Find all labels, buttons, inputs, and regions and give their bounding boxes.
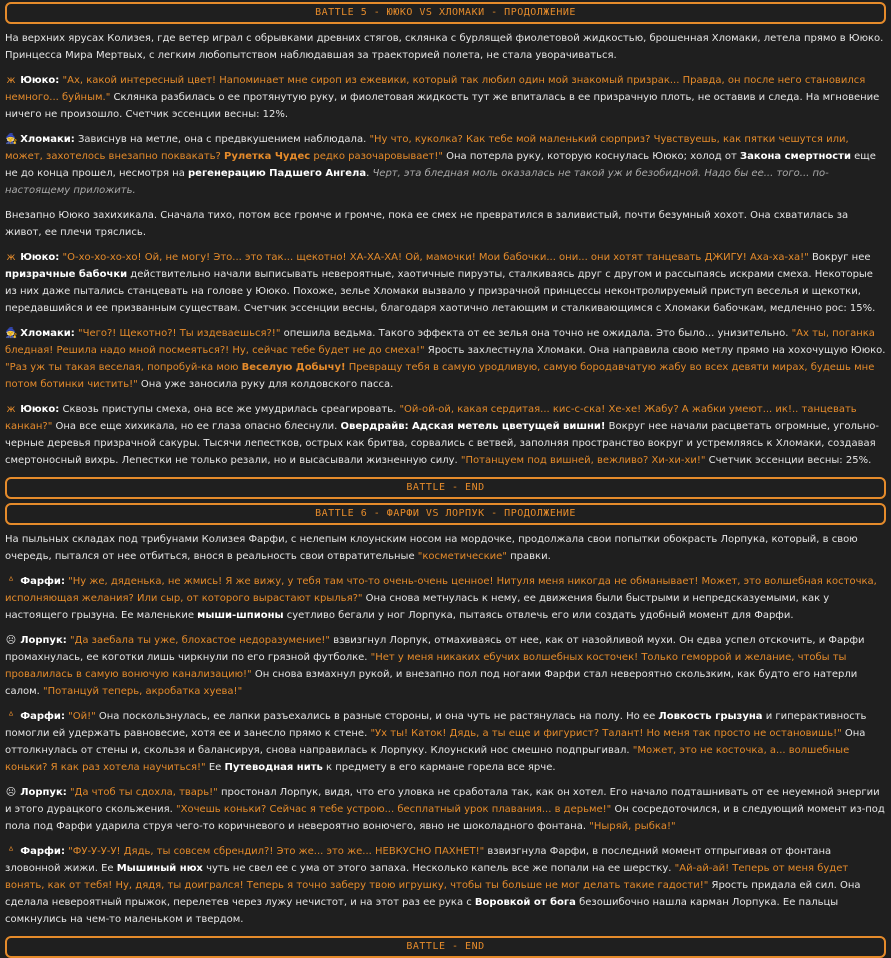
butterfly-icon: ж <box>6 75 16 86</box>
witch-icon: 🧙 <box>5 328 18 339</box>
battle-6-paragraph-2 <box>5 573 886 624</box>
dialogue-quote: "Ну что, куколка? Как тебе мой маленький сюрприз? Чувствуешь, как пятки чешутся или, может, захотелось внезапно поквакать? <box>5 134 849 162</box>
inner-thought: Черт, эта бледная моль оказалась не такой уж и безобидной. Надо бы ее... того... по-настоящему приложить. <box>5 168 829 196</box>
dialogue-quote: "Ух ты! Каток! Дядь, а ты еще и фигурист? Талант! Но меня так просто не остановишь!" <box>370 728 842 739</box>
dialogue-quote: "Хочешь коньки? Сейчас я тебе устрою... бесплатный урок плавания... в дерьме!" <box>176 804 612 815</box>
narration: опешила ведьма. Такого эффекта от ее зелья она точно не ожидала. Это было... унизительно. <box>280 328 792 339</box>
butterfly-icon: ж <box>6 252 16 263</box>
speaker-name: Фарфи: <box>20 846 65 857</box>
battle-6-end-banner: BATTLE - END <box>5 936 886 958</box>
narration: и гиперактивность помогли ей удержать равновесие, хотя ее и занесло прямо к стене. <box>5 711 867 739</box>
dialogue-quote: "Потанцуй теперь, акробатка хуева!" <box>43 686 243 697</box>
battle-6-paragraph-4 <box>5 708 886 776</box>
dialogue-quote: "Ах, какой интересный цвет! Напоминает мне сироп из ежевики, который так любил один мой знакомый призрак... Правда, он после него становился немного... буйным." <box>5 75 866 103</box>
dialogue-quote: "Потанцуем под вишней, вежливо? Хи-хи-хи!" <box>460 455 706 466</box>
narration: чуть не свел ее с ума от этого запаха. Несколько капель все же попали на ее шерстку. <box>202 863 675 874</box>
dialogue-quote: "Чего?! Щекотно?! Ты издеваешься?!" <box>78 328 281 339</box>
narration: простонал Лорпук, видя, что его уловка не сработала так, как он хотел. Его начало подташнивать от ее неуемной энергии и этого дурацкого скольжения. <box>5 787 880 815</box>
battle-6-banner: BATTLE 6 - ФАРФИ VS ЛОРПУК - ПРОДОЛЖЕНИЕ <box>5 503 886 525</box>
skill-name: Мышиный нюх <box>116 863 203 874</box>
mouse-icon: ᐞ <box>8 576 14 587</box>
battle-5-paragraph-6 <box>5 325 886 393</box>
dialogue-quote: "ФУ-У-У-У! Дядь, ты совсем сбрендил?! Это же... это же... НЕВКУСНО ПАХНЕТ!" <box>68 846 485 857</box>
dialogue-quote: "Ах ты, поганка бледная! Решила надо мной посмеяться?! Ну, сейчас тебе будет не до смеха!" <box>5 328 875 356</box>
skill-name: призрачные бабочки <box>5 269 128 280</box>
speaker-name: Ююко: <box>20 404 60 415</box>
speaker-name: Лорпук: <box>20 635 67 646</box>
dialogue-quote: "Да заебала ты уже, блохастое недоразумение!" <box>69 635 331 646</box>
battle-5-paragraph-2 <box>5 72 886 123</box>
narration: Он сосредоточился, и в следующий момент из-под пола под Фарфи ударила струя чего-то коричневого и невероятно вонючего, явно не шоколадного фонтана. <box>5 804 885 832</box>
narration: Зависнув на метле, она с предвкушением наблюдала. <box>74 134 370 145</box>
butterfly-icon: ж <box>6 404 16 415</box>
narration: правки. <box>506 551 551 562</box>
narration: Она снова метнулась к нему, ее движения были быстрыми и непредсказуемыми, как у настоящего грызуна. Ее маленькие <box>5 593 830 621</box>
narration: . <box>366 168 373 179</box>
battle-5-banner: BATTLE 5 - ЮЮКО VS ХЛОМАКИ - ПРОДОЛЖЕНИЕ <box>5 2 886 24</box>
angry-face-icon: ☹ <box>5 635 17 646</box>
speaker-name: Фарфи: <box>20 576 65 587</box>
narration: Склянка разбилась о ее протянутую руку, и фиолетовая жидкость тут же впиталась в ее призрачную плоть, не оставив и следа. На мгновение ничего не произошло. Счетчик эссенции весны: 12%. <box>5 92 880 120</box>
skill-name: Веселую Добычу! <box>241 362 346 373</box>
battle-6-paragraph-6 <box>5 843 886 928</box>
battle-6-paragraph-1 <box>5 531 886 565</box>
battle-5-paragraph-7 <box>5 401 886 469</box>
skill-name: Воровкой от бога <box>474 897 576 908</box>
dialogue-quote: "Раз уж ты такая веселая, попробуй-ка мою <box>5 362 242 373</box>
battle-5-paragraph-5 <box>5 249 886 317</box>
battle-6-paragraph-3 <box>5 632 886 700</box>
narration: безошибочно нашла карман Лорпука. Ее пальцы сомкнулись на чем-то маленьком и твердом. <box>5 897 839 925</box>
narration: На пыльных складах под трибунами Колизея Фарфи, с нелепым клоунским носом на мордочке, продолжала свои попытки обокрасть Лорпука, который, в свою очередь, пытался от нее отбиться, внося в реальность свои отвратительные <box>5 534 858 562</box>
speaker-name: Хломаки: <box>20 328 75 339</box>
speaker-name: Лорпук: <box>20 787 67 798</box>
mouse-icon: ᐞ <box>8 711 14 722</box>
skill-name: Ловкость грызуна <box>658 711 763 722</box>
dialogue-quote: "косметические" <box>417 551 507 562</box>
narration: Она оттолкнулась от стены и, скользя и балансируя, снова направилась к Лорпуку. Клоунский нос смешно подпрыгивал. <box>5 728 866 756</box>
narration: взвизгнул Лорпук, отмахиваясь от нее, как от назойливой мухи. Он едва успел отскочить, и Фарфи промахнулась, ее коготки лишь чиркнули по его грязной футболке. <box>5 635 865 663</box>
narration: суетливо бегали у ног Лорпука, пытаясь отвлечь его или создать удобный момент для Фарфи. <box>283 610 794 621</box>
skill-name: Путеводная нить <box>224 762 323 773</box>
angry-face-icon: ☹ <box>5 787 17 798</box>
dialogue-quote: "Ныряй, рыбка!" <box>589 821 676 832</box>
dialogue-quote: "Да чтоб ты сдохла, тварь!" <box>69 787 218 798</box>
narration: Сквозь приступы смеха, она все же умудрилась среагировать. <box>59 404 400 415</box>
dialogue-quote: "О-хо-хо-хо-хо! Ой, не могу! Это... это так... щекотно! ХА-ХА-ХА! Ой, мамочки! Мои бабочки... они... они хотят танцевать ДЖИГУ! Аха-ха-ха!" <box>62 252 809 263</box>
narration: Она уже заносила руку для колдовского пасса. <box>137 379 394 390</box>
speaker-name: Хломаки: <box>20 134 75 145</box>
skill-name: Овердрайв: Адская метель цветущей вишни! <box>340 421 606 432</box>
narration: к предмету в его кармане горела все ярче. <box>322 762 556 773</box>
dialogue-quote: "Ай-ай-ай! Теперь от меня будет вонять, как от тебя! Ну, дядя, ты доигрался! Теперь я точно заберу твою игрушку, чтобы ты больше не мог делать такие гадости!" <box>5 863 849 891</box>
narration: Она все еще хихикала, но ее глаза опасно блеснули. <box>52 421 341 432</box>
narration: Счетчик эссенции весны: 25%. <box>705 455 872 466</box>
battle-5-end-banner: BATTLE - END <box>5 477 886 499</box>
skill-name: регенерацию Падшего Ангела <box>188 168 367 179</box>
speaker-name: Ююко: <box>20 75 60 86</box>
dialogue-quote: "Может, это не косточка, а... волшебные коньки? Я как раз хотела научиться!" <box>5 745 850 773</box>
battle-6-paragraph-5 <box>5 784 886 835</box>
narration: Ее <box>205 762 225 773</box>
battle-5-paragraph-3 <box>5 131 886 199</box>
narration: Ярость захлестнула Хломаки. Она направила свою метлу прямо на хохочущую Ююко. <box>424 345 886 356</box>
mouse-icon: ᐞ <box>8 846 14 857</box>
battle-5-paragraph-1: На верхних ярусах Колизея, где ветер играл с обрывками древних стягов, склянка с бурлящей фиолетовой жидкостью, брошенная Хломаки, летела прямо в Ююко. Принцесса Мира Мертвых, с легким любопытством наблюдавшая за траекторией полета, не стала уворачиваться. <box>5 33 884 61</box>
dialogue-quote: "Ну же, дяденька, не жмись! Я же вижу, у тебя там что-то очень-очень ценное! Нитуля меня никогда не обманывает! Может, это волшебная косточка, исполняющая желания? Или сыр, от которого вырастают крылья?" <box>5 576 877 604</box>
narration: действительно начали выписывать невероятные, хаотичные пируэты, сталкиваясь друг с другом и рассыпаясь искрами смеха. Некоторые из них даже пытались станцевать на голове у Ююко. Похоже, зелье Хломаки вызвало у призрачной принцессы неконтролируемый приступ веселья и щекотки, передавшийся и ее призванным существам. Счетчик эссенции весны, благодаря хаотично летающим и сталкивающимся с Хломаки бабочкам, медленно рос: 15%. <box>5 269 876 314</box>
dialogue-quote: "Ой-ой-ой, какая сердитая... кис-с-ска! Хе-хе! Жабу? А жабки умеют... ик!.. танцевать канкан?" <box>5 404 857 432</box>
narration: Вокруг нее <box>808 252 871 263</box>
skill-name: мыши-шпионы <box>197 610 284 621</box>
narration: Вокруг нее начали расцветать огромные, угольно-черные деревья призрачной сакуры. Тысячи лепестков, острых как бритва, сорвались с ветвей, заполняя пространство вокруг и устремляясь к Хломаки, создавая смертоносный вихрь. Лепестки не только резали, но и высасывали жизненную силу. <box>5 421 880 466</box>
narration: Она потерла руку, которую коснулась Ююко; холод от <box>442 151 740 162</box>
narration: Ярость придала ей сил. Она сделала невероятный прыжок, перелетев через лужу нечистот, и на этот раз ее рука с <box>5 880 861 908</box>
witch-icon: 🧙 <box>5 134 18 145</box>
battle-5-paragraph-4: Внезапно Ююко захихикала. Сначала тихо, потом все громче и громче, пока ее смех не превратился в заливистый, почти безумный хохот. Она схватилась за живот, ее плечи тряслись. <box>5 210 849 238</box>
skill-name: Рулетка Чудес <box>224 151 311 162</box>
narration: Она поскользнулась, ее лапки разъехались в разные стороны, и она чуть не растянулась на полу. Но ее <box>95 711 659 722</box>
dialogue-quote: "Нет у меня никаких ебучих волшебных косточек! Только геморрой и желание, чтобы ты провалилась в самую вонючую канализацию!" <box>5 652 847 680</box>
skill-name: Закона смертности <box>739 151 851 162</box>
narration: взвизгнула Фарфи, в последний момент отпрыгивая от фонтана зловонной жижи. Ее <box>5 846 832 874</box>
narration: еще не до конца прошел, несмотря на <box>5 151 876 179</box>
speaker-name: Фарфи: <box>20 711 65 722</box>
narration: Он снова взмахнул рукой, и внезапно пол под ногами Фарфи стал невероятно скользким, как будто его натерли салом. <box>5 669 858 697</box>
speaker-name: Ююко: <box>20 252 60 263</box>
dialogue-quote: "Ой!" <box>68 711 96 722</box>
dialogue-quote: редко разочаровывает!" <box>310 151 443 162</box>
dialogue-quote: Превращу тебя в самую уродливую, самую бородавчатую жабу во всех девяти мирах, будешь мне потом ботинки чистить!" <box>5 362 875 390</box>
